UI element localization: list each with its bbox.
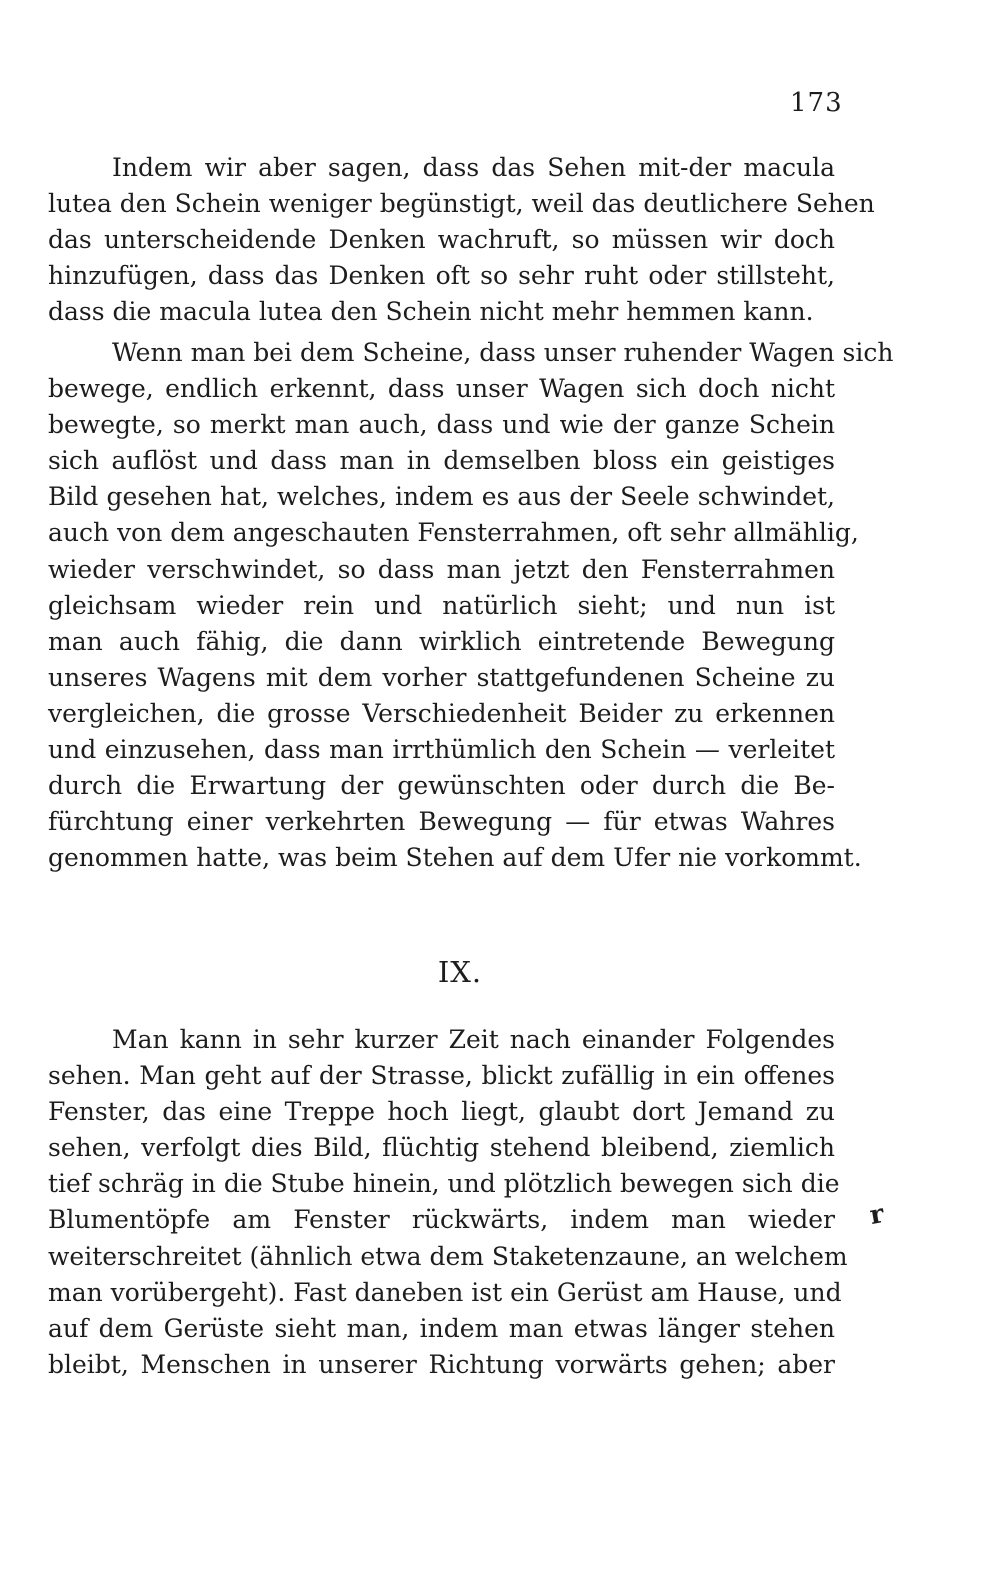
text-line: man vorübergeht). Fast daneben ist ein Gerüst am Hause, und <box>48 1277 842 1307</box>
paragraph-2 <box>48 335 894 876</box>
text-line: weiterschreitet (ähnlich etwa dem Staketenzaune, an welchem <box>48 1241 848 1271</box>
page-number: 173 <box>790 88 843 118</box>
text-line: Indem wir aber sagen, dass das Sehen mit-der macula <box>112 153 835 182</box>
text-line: sehen. Man geht auf der Strasse, blickt zufällig in ein offenes <box>48 1061 835 1091</box>
text-line: bewegte, so merkt man auch, dass und wie der ganze Schein <box>48 410 835 440</box>
text-line: fürchtung einer verkehrten Bewegung — für etwas Wahres <box>48 807 835 837</box>
text-line: auf dem Gerüste sieht man, indem man etwas länger stehen <box>48 1313 835 1343</box>
paragraph-3 <box>48 1022 848 1383</box>
text-line: das unterscheidende Denken wachruft, so müssen wir doch <box>48 225 835 255</box>
text-line: und einzusehen, dass man irrthümlich den Schein — verleitet <box>48 735 835 765</box>
section-heading: IX. <box>437 955 483 989</box>
text-line: gleichsam wieder rein und natürlich sieht; und nun ist <box>48 590 835 620</box>
text-line: bewege, endlich erkennt, dass unser Wagen sich doch nicht <box>48 374 835 404</box>
text-line: vergleichen, die grosse Verschiedenheit Beider zu erkennen <box>48 698 835 728</box>
text-line: Bild gesehen hat, welches, indem es aus der Seele schwindet, <box>48 482 835 512</box>
text-line: auch von dem angeschauten Fensterrahmen, oft sehr allmählig, <box>48 518 859 548</box>
text-line: bleibt, Menschen in unserer Richtung vorwärts gehen; aber <box>48 1349 835 1379</box>
text-line: Fenster, das eine Treppe hoch liegt, glaubt dort Jemand zu <box>48 1097 835 1127</box>
paragraph-1 <box>48 150 875 330</box>
text-line: sehen, verfolgt dies Bild, flüchtig stehend bleibend, ziemlich <box>48 1133 835 1163</box>
text-line: hinzufügen, dass das Denken oft so sehr ruht oder stillsteht, <box>48 261 835 291</box>
text-line: genommen hatte, was beim Stehen auf dem Ufer nie vorkommt. <box>48 843 862 873</box>
text-line: sich auflöst und dass man in demselben bloss ein geistiges <box>48 446 835 476</box>
text-line: dass die macula lutea den Schein nicht mehr hemmen kann. <box>48 297 814 327</box>
text-line: lutea den Schein weniger begünstigt, weil das deutlichere Sehen <box>48 189 875 219</box>
text-line: man auch fähig, die dann wirklich eintretende Bewegung <box>48 626 835 656</box>
margin-mark: r <box>867 1199 887 1231</box>
text-line: Man kann in sehr kurzer Zeit nach einander Folgendes <box>112 1025 835 1054</box>
text-line: Blumentöpfe am Fenster rückwärts, indem man wieder <box>48 1205 835 1235</box>
text-line: Wenn man bei dem Scheine, dass unser ruhender Wagen sich <box>112 338 894 367</box>
text-line: tief schräg in die Stube hinein, und plötzlich bewegen sich die <box>48 1169 840 1199</box>
text-line: wieder verschwindet, so dass man jetzt den Fensterrahmen <box>48 554 835 584</box>
text-line: durch die Erwartung der gewünschten oder durch die Be- <box>48 771 835 801</box>
text-line: unseres Wagens mit dem vorher stattgefundenen Scheine zu <box>48 662 835 692</box>
